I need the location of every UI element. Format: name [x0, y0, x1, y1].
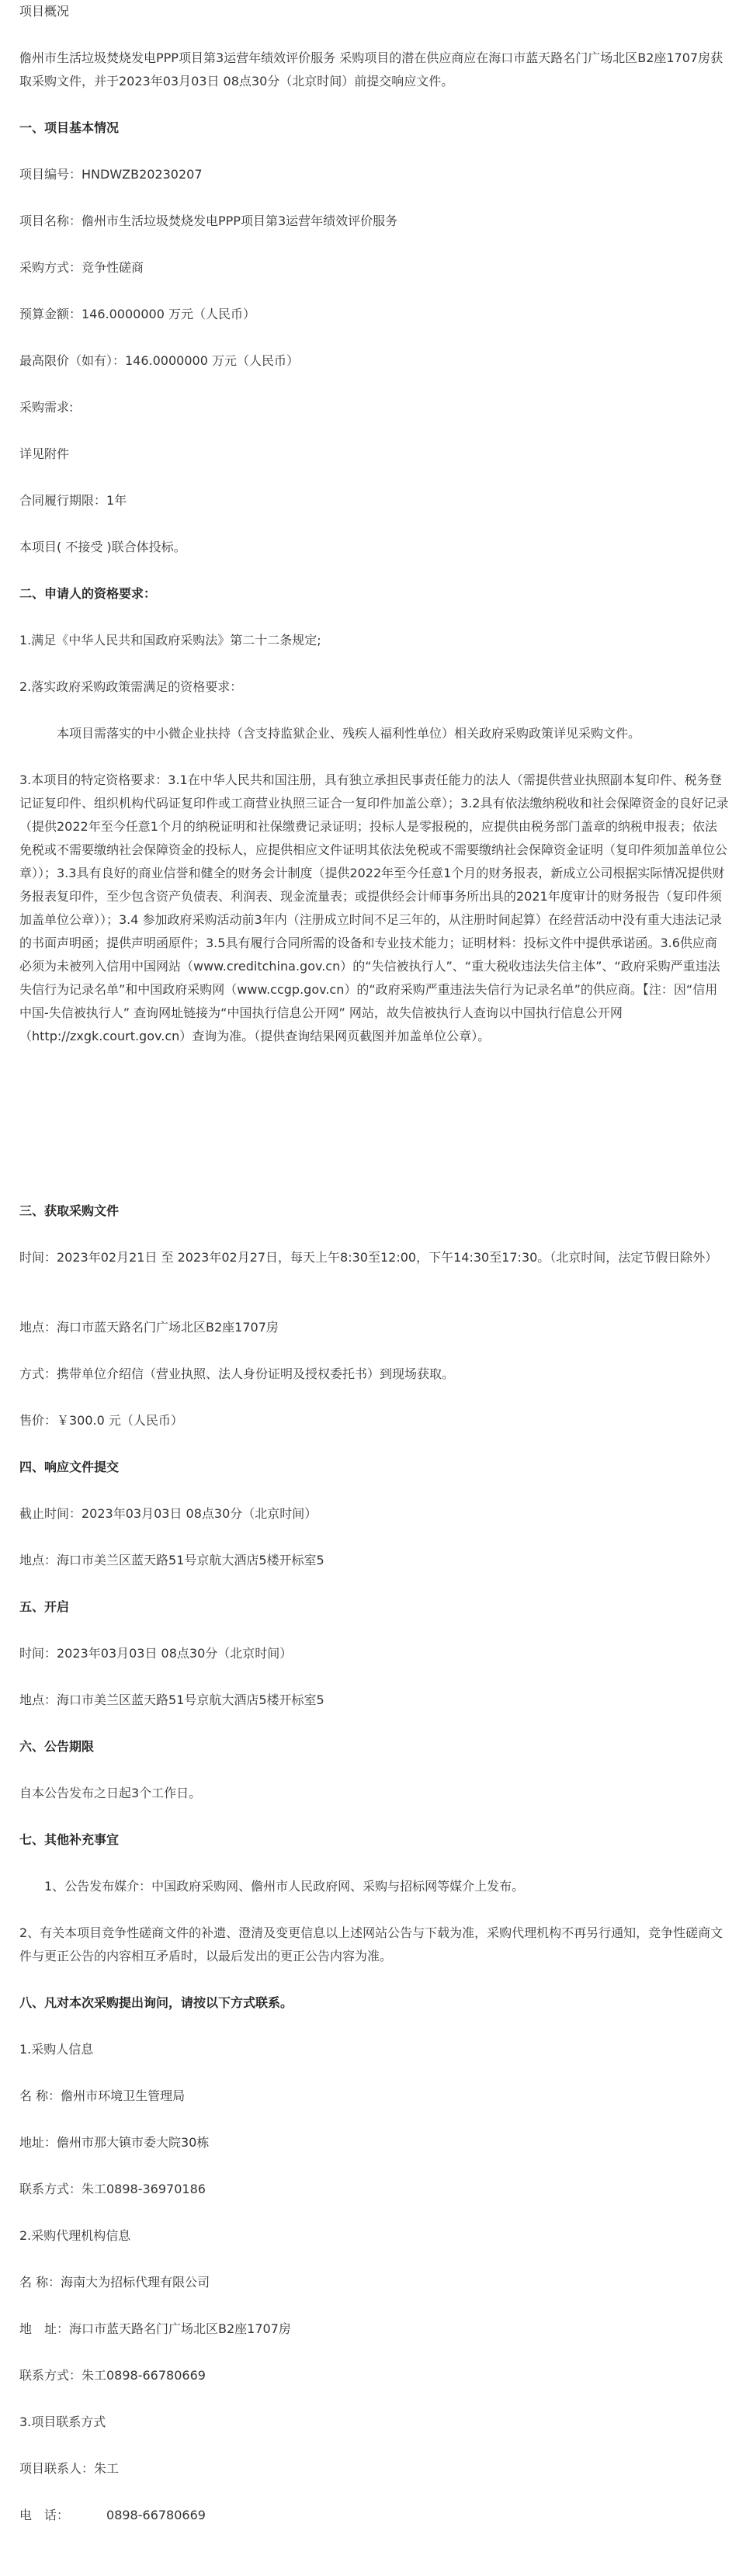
budget-amount: 预算金额：146.0000000 万元（人民币） — [19, 307, 255, 321]
qualification-item-1: 1.满足《中华人民共和国政府采购法》第二十二条规定; — [19, 633, 321, 647]
section-heading-2: 二、申请人的资格要求： — [19, 586, 157, 601]
agency-name: 名 称：海南大为招标代理有限公司 — [19, 2275, 210, 2290]
supplement-item-2: 2、有关本项目竞争性磋商文件的补遗、澄清及变更信息以上述网站公告与下载为准，采购代理机构不再另行通知，竞争性磋商文件与更正公告的内容相互矛盾时，以最后发出的更正公告内容为准。 — [19, 1925, 723, 1963]
section-heading-4: 四、响应文件提交 — [19, 1460, 120, 1474]
opening-time: 时间：2023年03月03日 08点30分（北京时间） — [19, 1646, 293, 1661]
purchaser-info-title: 1.采购人信息 — [19, 2042, 94, 2057]
project-contact-title: 3.项目联系方式 — [19, 2415, 106, 2429]
max-price: 最高限价（如有）：146.0000000 万元（人民币） — [19, 353, 299, 368]
obtain-method: 方式：携带单位介绍信（营业执照、法人身份证明及授权委托书）到现场获取。 — [19, 1366, 455, 1381]
agency-contact: 联系方式：朱工0898-66780669 — [19, 2368, 206, 2383]
project-contact-person: 项目联系人：朱工 — [19, 2461, 120, 2476]
qualification-item-3: 3.本项目的特定资格要求：3.1在中华人民共和国注册，具有独立承担民事责任能力的法人（需提供营业执照副本复印件、税务登记证复印件、组织机构代码证复印件或工商营业执照三证合一复印件加盖公章）；3.2具有依法缴纳税收和社会保障资金的良好记录（提供2022年至今任意1个月的纳税证明和社保缴费记录证明；投标人是零报税的，应提供由税务部门盖章的纳税申报表；依法免税或不需要缴纳社会保障资金的投标人，应提供相应文件证明其依法免税或不需要缴纳社会保障资金证明（复印件须加盖单位公章））；3.3具有良好的商业信誉和健全的财务会计制度（提供2022年至今任意1个月的财务报表，新成立公司根据实际情况提供财务报表复印件，至少包含资产负债表、利润表、现金流量表；或提供经会计师事务所出具的2021年度审计的财务报告（复印件须加盖单位公章））；3.4 参加政府采购活动前3年内（注册成立时间不足三年的，从注册时间起算）在经营活动中没有重大违法记录的书面声明函；提供声明函原件；3.5具有履行合同所需的设备和专业技术能力；证明材料：投标文件中提供承诺函。3.6供应商必须为未被列入信用中国网站（www.creditchina.gov.cn）的“失信被执行人”、“重大税收违法失信主体”、“政府采购严重违法失信行为记录名单”和中国政府采购网（www.ccgp.gov.cn）的“政府采购严重违法失信行为记录名单”的供应商。【注：因“信用中国-失信被执行人” 查询网址链接为“中国执行信息公开网” 网站，故失信被执行人查询以中国执行信息公开网（http://zxgk.court.gov.cn）查询为准。（提供查询结果网页截图并加盖单位公章）。 — [19, 772, 729, 1043]
section-heading-1: 一、项目基本情况 — [19, 120, 120, 135]
section-heading-6: 六、公告期限 — [19, 1739, 95, 1754]
purchaser-address: 地址：儋州市那大镇市委大院30栋 — [19, 2135, 210, 2150]
project-phone: 0898-66780669 — [106, 2508, 206, 2522]
procurement-requirement-label: 采购需求: — [19, 400, 74, 415]
procurement-method: 采购方式：竞争性磋商 — [19, 260, 144, 275]
opening-place: 地点：海口市美兰区蓝天路51号京航大酒店5楼开标室5 — [19, 1692, 324, 1707]
project-name: 项目名称：儋州市生活垃圾焚烧发电PPP项目第3运营年绩效评价服务 — [19, 214, 398, 228]
doc-title: 项目概况 — [19, 4, 70, 19]
consortium-note: 本项目( 不接受 )联合体投标。 — [19, 540, 186, 554]
obtain-place: 地点：海口市蓝天路名门广场北区B2座1707房 — [19, 1320, 279, 1335]
overview-paragraph: 儋州市生活垃圾焚烧发电PPP项目第3运营年绩效评价服务 采购项目的潜在供应商应在海口市蓝天路名门广场北区B2座1707房获取采购文件，并于2023年03月03日 08点30分（北京时间）前提交响应文件。 — [19, 50, 723, 89]
supplement-item-1: 1、公告发布媒介：中国政府采购网、儋州市人民政府网、采购与招标网等媒介上发布。 — [44, 1879, 525, 1894]
purchaser-contact: 联系方式：朱工0898-36970186 — [19, 2182, 206, 2196]
project-no: 项目编号：HNDWZB20230207 — [19, 167, 203, 182]
submission-place: 地点：海口市美兰区蓝天路51号京航大酒店5楼开标室5 — [19, 1553, 324, 1567]
section-heading-8: 八、凡对本次采购提出询问，请按以下方式联系。 — [19, 1995, 293, 2010]
contract-period: 合同履行期限：1年 — [19, 493, 127, 508]
project-phone-label: 电 话： — [19, 2508, 70, 2522]
section-heading-5: 五、开启 — [19, 1599, 70, 1614]
qualification-item-2: 2.落实政府采购政策需满足的资格要求： — [19, 679, 243, 694]
submission-deadline: 截止时间：2023年03月03日 08点30分（北京时间） — [19, 1506, 317, 1521]
agency-address: 地 址：海口市蓝天路名门广场北区B2座1707房 — [19, 2321, 291, 2336]
qualification-item-2-detail: 本项目需落实的中小微企业扶持（含支持监狱企业、残疾人福利性单位）相关政府采购政策详见采购文件。 — [57, 726, 641, 741]
section-heading-3: 三、获取采购文件 — [19, 1203, 120, 1218]
document-price: 售价：￥300.0 元（人民币） — [19, 1413, 183, 1428]
section-heading-7: 七、其他补充事宜 — [19, 1832, 120, 1847]
project-phone-line — [19, 2504, 729, 2527]
announcement-period: 自本公告发布之日起3个工作日。 — [19, 1786, 202, 1800]
purchaser-name: 名 称：儋州市环境卫生管理局 — [19, 2088, 186, 2103]
obtain-time: 时间：2023年02月21日 至 2023年02月27日，每天上午8:30至12:00，下午14:30至17:30。（北京时间，法定节假日除外） — [19, 1250, 718, 1265]
agency-info-title: 2.采购代理机构信息 — [19, 2228, 131, 2243]
see-attachment: 详见附件 — [19, 446, 70, 461]
